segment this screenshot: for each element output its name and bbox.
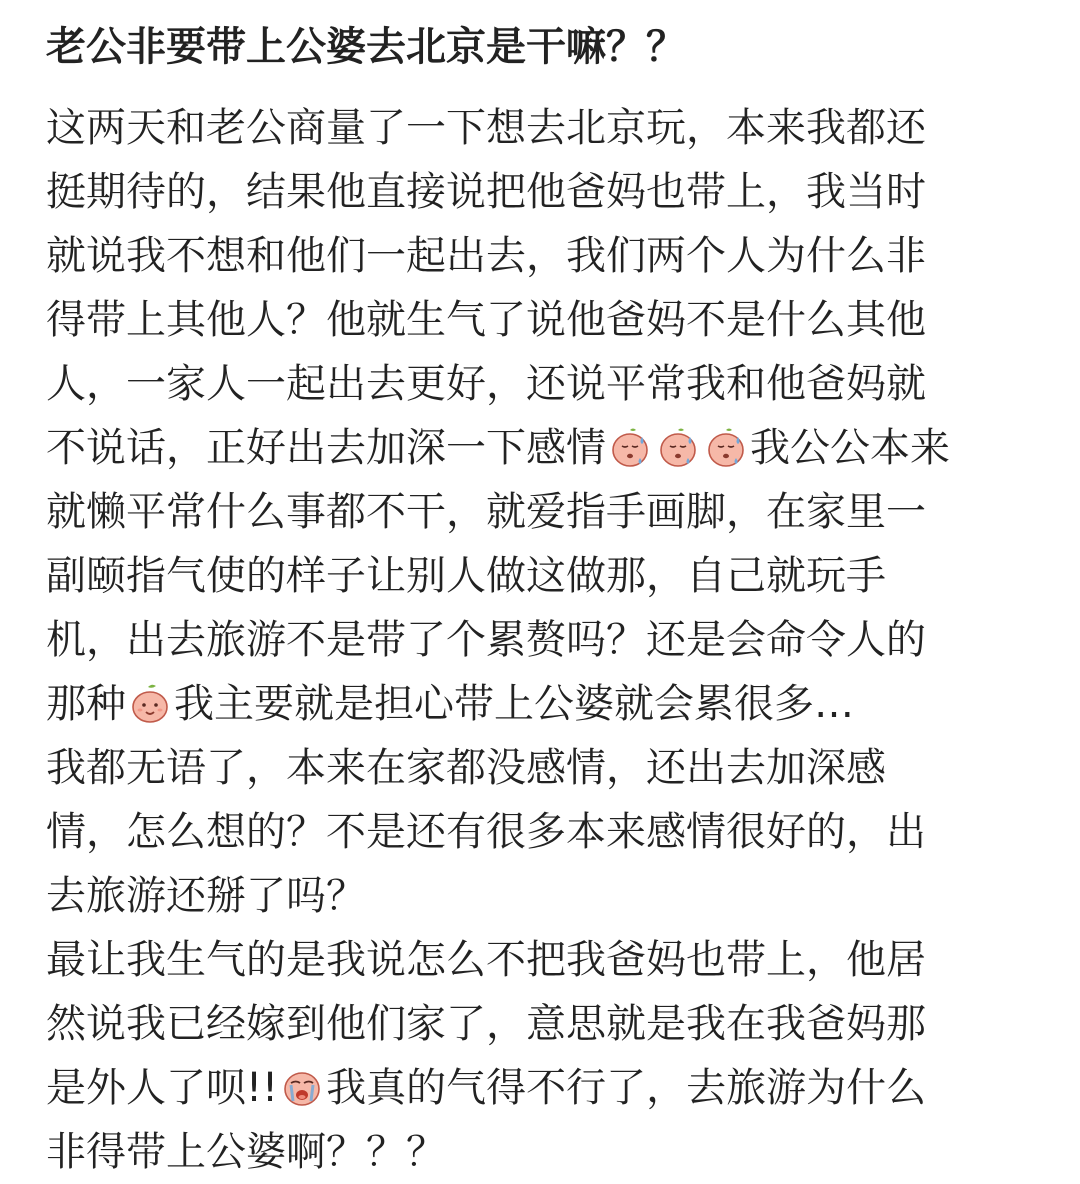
post-line — [46, 480, 1056, 544]
post-text: 挺期待的，结果他直接说把他爸妈也带上，我当时 — [46, 169, 926, 215]
post-body — [46, 96, 1056, 1184]
post-text: 我公公本来 — [750, 425, 950, 471]
post-text: 副颐指气使的样子让别人做这做那，自己就玩手 — [46, 553, 886, 599]
post-line — [46, 224, 1056, 288]
post-text: 我主要就是担心带上公婆就会累很多… — [174, 681, 854, 727]
post-line — [46, 544, 1056, 608]
post-text: 去旅游还掰了吗？ — [46, 873, 366, 919]
sweat-face-emoji-icon — [657, 427, 699, 469]
post-line — [46, 1056, 1056, 1120]
post-text: 就懒平常什么事都不干，就爱指手画脚，在家里一 — [46, 489, 926, 535]
post-line — [46, 160, 1056, 224]
sweat-face-emoji-icon — [705, 427, 747, 469]
post-line — [46, 352, 1056, 416]
post-text: 情，怎么想的？不是还有很多本来感情很好的，出 — [46, 809, 926, 855]
post-line — [46, 736, 1056, 800]
post-line — [46, 928, 1056, 992]
post-line — [46, 992, 1056, 1056]
post-line — [46, 608, 1056, 672]
post-text: 我都无语了，本来在家都没感情，还出去加深感 — [46, 745, 886, 791]
post-line — [46, 864, 1056, 928]
sweat-face-emoji-icon — [609, 427, 651, 469]
post-text: 那种 — [46, 681, 126, 727]
post-line — [46, 96, 1056, 160]
post-text: 得带上其他人？他就生气了说他爸妈不是什么其他 — [46, 297, 926, 343]
post-text: 然说我已经嫁到他们家了，意思就是我在我爸妈那 — [46, 1001, 926, 1047]
post-line — [46, 800, 1056, 864]
post-text: 是外人了呗!! — [46, 1065, 279, 1111]
post-line — [46, 416, 1056, 480]
crying-face-emoji-icon — [281, 1067, 323, 1109]
post-text: 这两天和老公商量了一下想去北京玩，本来我都还 — [46, 105, 926, 151]
post-line — [46, 288, 1056, 352]
post-text: 非得带上公婆啊？？？ — [46, 1129, 446, 1175]
smile-face-emoji-icon — [129, 683, 171, 725]
post-text: 就说我不想和他们一起出去，我们两个人为什么非 — [46, 233, 926, 279]
post-text: 我真的气得不行了，去旅游为什么 — [326, 1065, 927, 1111]
post-text: 人，一家人一起出去更好，还说平常我和他爸妈就 — [46, 361, 926, 407]
post-text: 不说话，正好出去加深一下感情 — [46, 425, 606, 471]
post-line — [46, 1120, 1056, 1184]
post-text: 最让我生气的是我说怎么不把我爸妈也带上，他居 — [46, 937, 926, 983]
post-text: 机，出去旅游不是带了个累赘吗？还是会命令人的 — [46, 617, 926, 663]
post-title: 老公非要带上公婆去北京是干嘛？？ — [46, 24, 686, 70]
post-line — [46, 672, 1056, 736]
